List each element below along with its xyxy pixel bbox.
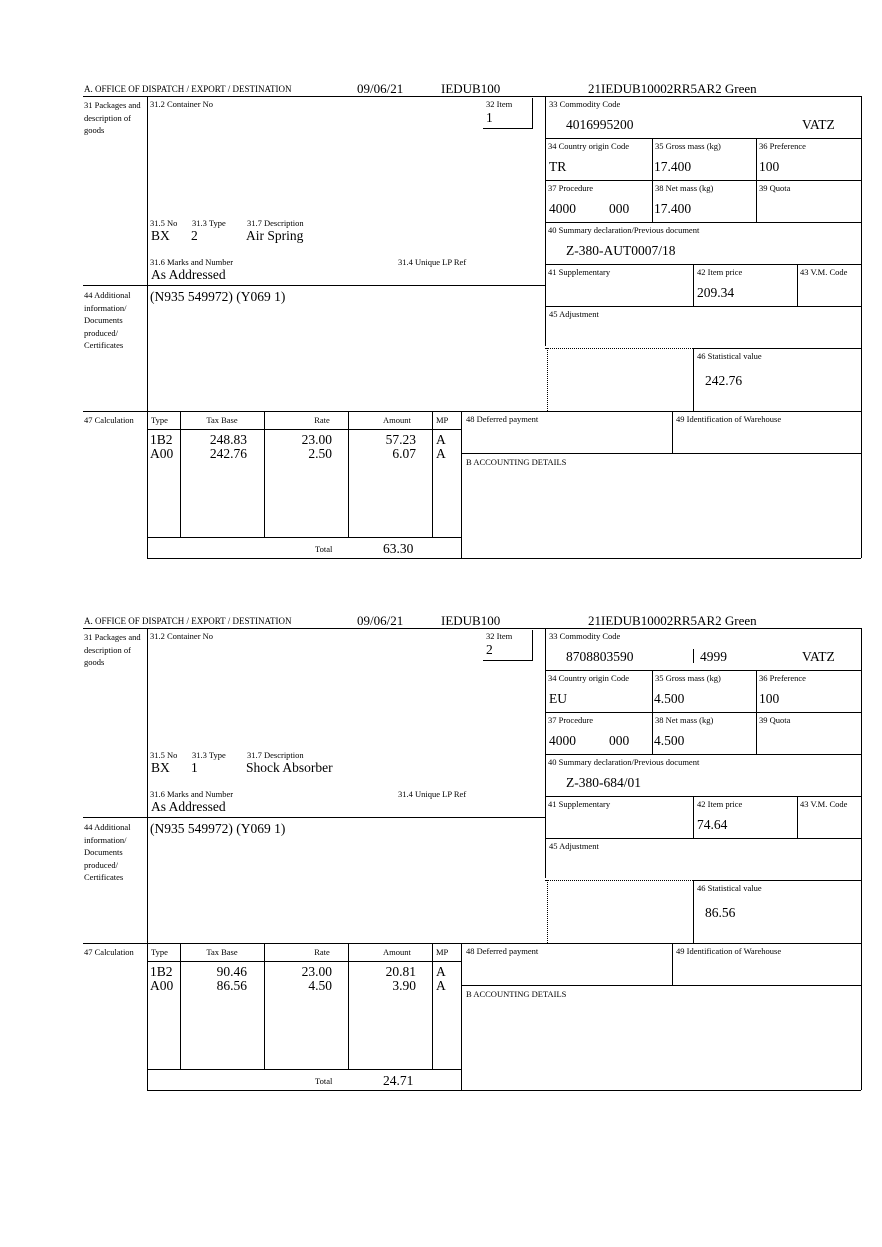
vm-code-label: 43 V.M. Code [800, 799, 848, 809]
commodity-code-label: 33 Commodity Code [549, 99, 621, 109]
total-label: Total [315, 1076, 333, 1086]
country-origin-label: 34 Country origin Code [548, 141, 629, 151]
office-label: A. OFFICE OF DISPATCH / EXPORT / DESTINATION [84, 616, 292, 626]
procedure-additional: 000 [609, 201, 630, 216]
col-type-header: Type [151, 415, 168, 425]
col-tax-base-header: Tax Base [206, 415, 238, 425]
commodity-vat-code: VATZ [802, 117, 835, 132]
commodity-additional-code: 4999 [700, 649, 727, 664]
marks-no-value: BX [151, 228, 170, 243]
summary-declaration-label: 40 Summary declaration/Previous document [548, 757, 700, 767]
gross-mass-value: 17.400 [654, 159, 692, 174]
additional-info-value: (N935 549972) (Y069 1) [150, 821, 286, 836]
marks-type-label: 31.3 Type [192, 218, 226, 228]
col-amount-header: Amount [383, 415, 411, 425]
procedure-value: 4000 [549, 201, 576, 216]
tax-mp-column: A A [436, 964, 446, 993]
gross-mass-label: 35 Gross mass (kg) [655, 141, 721, 151]
additional-info-label: 44 Additional information/ Documents produced/ Certificates [84, 822, 131, 882]
total-label: Total [315, 544, 333, 554]
additional-info-value: (N935 549972) (Y069 1) [150, 289, 286, 304]
marks-no-value: BX [151, 760, 170, 775]
item-price-label: 42 Item price [697, 267, 743, 277]
unique-ref-label: 31.4 Unique LP Ref [398, 789, 467, 799]
marks-type-value: 1 [191, 760, 198, 775]
col-tax-base-header: Tax Base [206, 947, 238, 957]
col-mp-header: MP [436, 415, 449, 425]
commodity-vat-code: VATZ [802, 649, 835, 664]
tax-base-column: 248.83 242.76 [209, 432, 247, 461]
declaration-date: 09/06/21 [357, 613, 404, 628]
goods-item-block [0, 613, 882, 1120]
gross-mass-value: 4.500 [654, 691, 685, 706]
preference-label: 36 Preference [759, 141, 806, 151]
quota-label: 39 Quota [759, 715, 791, 725]
col-rate-header: Rate [314, 415, 330, 425]
net-mass-label: 38 Net mass (kg) [655, 183, 714, 193]
item-number: 1 [486, 110, 493, 125]
marks-type-value: 2 [191, 228, 198, 243]
marks-number-label: 31.6 Marks and Number [150, 789, 234, 799]
item-price-value: 209.34 [697, 285, 735, 300]
declaration-reference: 21IEDUB10002RR5AR2 Green [588, 81, 757, 96]
additional-info-label: 44 Additional information/ Documents produced/ Certificates [84, 290, 131, 350]
item-label: 32 Item [486, 99, 513, 109]
tax-mp-column: A A [436, 432, 446, 461]
calculation-label: 47 Calculation [84, 415, 134, 425]
preference-label: 36 Preference [759, 673, 806, 683]
commodity-code-value: 8708803590 [566, 649, 634, 664]
net-mass-value: 17.400 [654, 201, 692, 216]
unique-ref-label: 31.4 Unique LP Ref [398, 257, 467, 267]
country-origin-value: EU [549, 691, 567, 706]
procedure-label: 37 Procedure [548, 715, 594, 725]
total-value: 24.71 [383, 1073, 414, 1088]
col-mp-header: MP [436, 947, 449, 957]
item-label: 32 Item [486, 631, 513, 641]
summary-declaration-label: 40 Summary declaration/Previous document [548, 225, 700, 235]
procedure-additional: 000 [609, 733, 630, 748]
item-price-value: 74.64 [697, 817, 728, 832]
warehouse-label: 49 Identification of Warehouse [676, 414, 782, 424]
item-price-label: 42 Item price [697, 799, 743, 809]
statistical-value: 242.76 [705, 373, 743, 388]
office-label: A. OFFICE OF DISPATCH / EXPORT / DESTINATION [84, 84, 292, 94]
commodity-code-label: 33 Commodity Code [549, 631, 621, 641]
warehouse-label: 49 Identification of Warehouse [676, 946, 782, 956]
preference-value: 100 [759, 691, 780, 706]
declaration-date: 09/06/21 [357, 81, 404, 96]
tax-base-column: 90.46 86.56 [216, 964, 247, 993]
tax-amount-column: 57.23 6.07 [385, 432, 416, 461]
statistical-value: 86.56 [705, 905, 736, 920]
marks-no-label: 31.5 No [150, 218, 178, 228]
country-origin-label: 34 Country origin Code [548, 673, 629, 683]
tax-amount-column: 20.81 3.90 [385, 964, 416, 993]
packages-label: 31 Packages and description of goods [84, 632, 141, 667]
office-code: IEDUB100 [441, 81, 501, 96]
total-value: 63.30 [383, 541, 414, 556]
quota-label: 39 Quota [759, 183, 791, 193]
vm-code-label: 43 V.M. Code [800, 267, 848, 277]
statistical-value-label: 46 Statistical value [697, 883, 762, 893]
summary-declaration-value: Z-380-684/01 [566, 775, 641, 790]
accounting-details-label: B ACCOUNTING DETAILS [466, 457, 567, 467]
net-mass-value: 4.500 [654, 733, 685, 748]
office-code: IEDUB100 [441, 613, 501, 628]
tax-rate-column: 23.00 4.50 [301, 964, 332, 993]
marks-number-value: As Addressed [151, 267, 226, 282]
goods-description: Air Spring [246, 228, 304, 243]
tax-rate-column: 23.00 2.50 [301, 432, 332, 461]
marks-no-label: 31.5 No [150, 750, 178, 760]
container-label: 31.2 Container No [150, 99, 214, 109]
marks-description-label: 31.7 Description [247, 750, 304, 760]
calculation-label: 47 Calculation [84, 947, 134, 957]
adjustment-label: 45 Adjustment [549, 841, 599, 851]
adjustment-label: 45 Adjustment [549, 309, 599, 319]
procedure-label: 37 Procedure [548, 183, 594, 193]
tax-type-column: 1B2 A00 [150, 964, 174, 993]
deferred-payment-label: 48 Deferred payment [466, 414, 539, 424]
procedure-value: 4000 [549, 733, 576, 748]
col-type-header: Type [151, 947, 168, 957]
country-origin-value: TR [549, 159, 567, 174]
col-rate-header: Rate [314, 947, 330, 957]
commodity-separator [693, 649, 694, 663]
accounting-details-label: B ACCOUNTING DETAILS [466, 989, 567, 999]
container-label: 31.2 Container No [150, 631, 214, 641]
preference-value: 100 [759, 159, 780, 174]
marks-description-label: 31.7 Description [247, 218, 304, 228]
supplementary-label: 41 Supplementary [548, 267, 611, 277]
goods-description: Shock Absorber [246, 760, 333, 775]
gross-mass-label: 35 Gross mass (kg) [655, 673, 721, 683]
marks-number-label: 31.6 Marks and Number [150, 257, 234, 267]
summary-declaration-value: Z-380-AUT0007/18 [566, 243, 676, 258]
deferred-payment-label: 48 Deferred payment [466, 946, 539, 956]
commodity-code-value: 4016995200 [566, 117, 634, 132]
supplementary-label: 41 Supplementary [548, 799, 611, 809]
declaration-reference: 21IEDUB10002RR5AR2 Green [588, 613, 757, 628]
marks-type-label: 31.3 Type [192, 750, 226, 760]
net-mass-label: 38 Net mass (kg) [655, 715, 714, 725]
tax-type-column: 1B2 A00 [150, 432, 174, 461]
col-amount-header: Amount [383, 947, 411, 957]
marks-number-value: As Addressed [151, 799, 226, 814]
goods-item-block [0, 81, 882, 588]
statistical-value-label: 46 Statistical value [697, 351, 762, 361]
packages-label: 31 Packages and description of goods [84, 100, 141, 135]
item-number: 2 [486, 642, 493, 657]
